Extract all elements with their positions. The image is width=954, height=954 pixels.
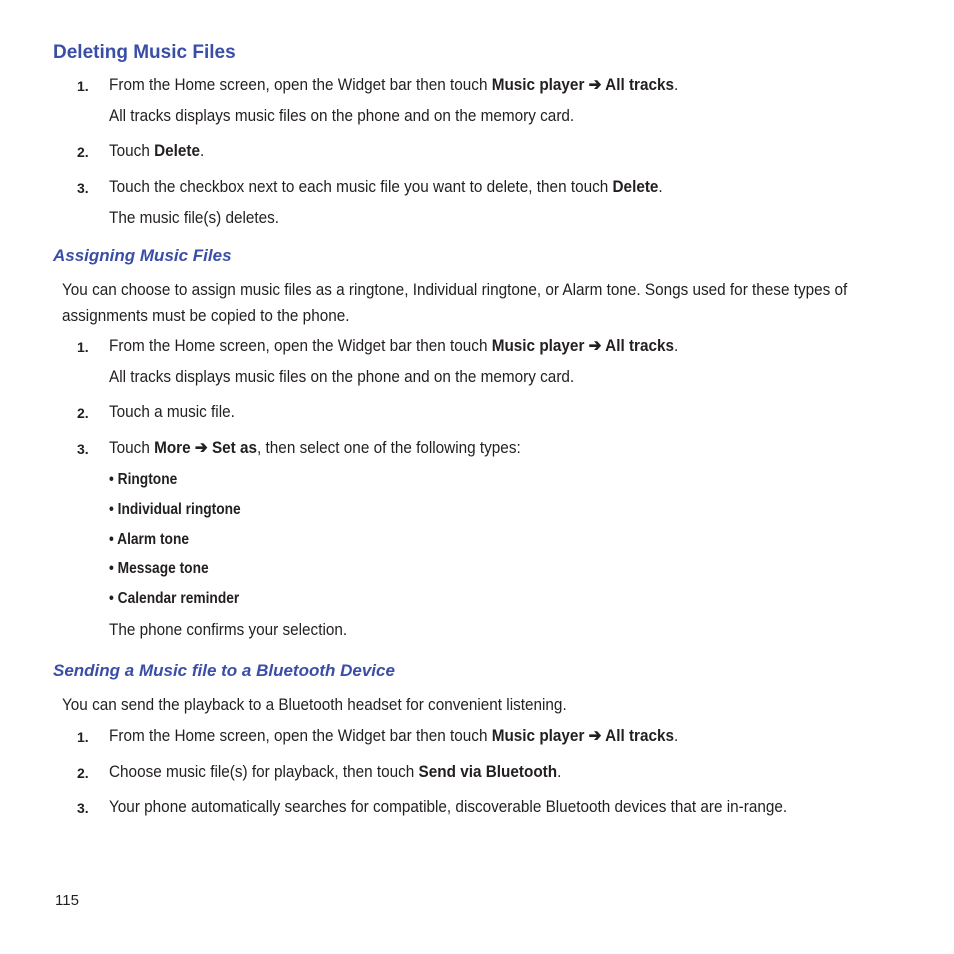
page-number: 115 <box>55 892 79 909</box>
closing-text: The phone confirms your selection. <box>109 620 348 639</box>
step-text: Choose music file(s) for playback, then touch Send via Bluetooth. <box>109 762 562 781</box>
step-number: 2. <box>77 144 89 160</box>
step-number: 3. <box>77 180 89 196</box>
step-number: 3. <box>77 441 89 457</box>
step-text: Touch Delete. <box>109 141 205 160</box>
bullet-item: • Calendar reminder <box>109 590 240 607</box>
step-text: Touch More ➔ Set as, then select one of the following types: <box>109 438 521 457</box>
step-note: All tracks displays music files on the phone and on the memory card. <box>109 367 575 386</box>
section-heading-bluetooth: Sending a Music file to a Bluetooth Device <box>53 661 395 680</box>
step-number: 2. <box>77 765 89 781</box>
step-text: Touch the checkbox next to each music file you want to delete, then touch Delete. <box>109 177 663 196</box>
step-note: The music file(s) deletes. <box>109 208 280 227</box>
step-text: Your phone automatically searches for compatible, discoverable Bluetooth devices that are in-range. <box>109 797 788 816</box>
step-text: From the Home screen, open the Widget bar then touch Music player ➔ All tracks. <box>109 726 679 745</box>
section-heading-deleting: Deleting Music Files <box>53 42 236 63</box>
step-note: All tracks displays music files on the phone and on the memory card. <box>109 106 575 125</box>
bullet-item: • Alarm tone <box>109 531 190 548</box>
step-number: 1. <box>77 78 89 94</box>
bullet-item: • Ringtone <box>109 471 178 488</box>
step-number: 2. <box>77 405 89 421</box>
bullet-item: • Message tone <box>109 560 209 577</box>
step-number: 1. <box>77 729 89 745</box>
step-number: 1. <box>77 339 89 355</box>
step-number: 3. <box>77 800 89 816</box>
bullet-item: • Individual ringtone <box>109 501 241 518</box>
intro-text: You can choose to assign music files as a ringtone, Individual ringtone, or Alarm tone. Songs used for these types of <box>62 280 848 299</box>
step-text: From the Home screen, open the Widget bar then touch Music player ➔ All tracks. <box>109 336 679 355</box>
section-heading-assigning: Assigning Music Files <box>53 246 232 265</box>
step-text: Touch a music file. <box>109 402 235 421</box>
intro-text: assignments must be copied to the phone. <box>62 306 350 325</box>
step-text: From the Home screen, open the Widget bar then touch Music player ➔ All tracks. <box>109 75 679 94</box>
intro-text: You can send the playback to a Bluetooth headset for convenient listening. <box>62 695 567 714</box>
